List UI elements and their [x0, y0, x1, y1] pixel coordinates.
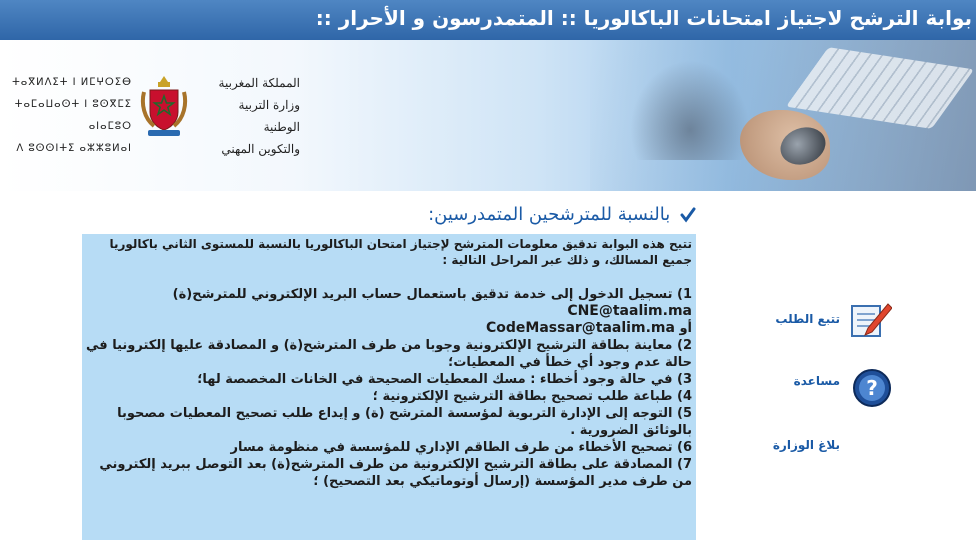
step-1-or: أو	[679, 321, 692, 336]
ministry-line-2: وزارة التربية الوطنية	[238, 98, 300, 134]
email-codemassar: CodeMassar@taalim.ma	[485, 320, 675, 336]
step-1	[86, 286, 692, 337]
svg-text:?: ?	[866, 376, 878, 400]
step-3: 3) في حالة وجود أخطاء : مسك المعطيات الصحيحة في الخانات المخصصة لها؛	[197, 372, 692, 387]
royal-emblem-icon	[140, 72, 188, 140]
page-title-bar	[0, 0, 976, 40]
step-4: 4) طباعة طلب تصحيح بطاقة الترشيح الإلكترونية ؛	[372, 389, 692, 404]
ministry-line-3: والتكوين المهني	[221, 142, 300, 156]
ministry-line-1: المملكة المغربية	[218, 76, 300, 90]
page-title: بوابة الترشح لاجتياز امتحانات الباكالوريا :: المتمدرسون و الأحرار ::	[315, 6, 972, 30]
ministry-notice-link[interactable]: بلاغ الوزارة	[772, 438, 840, 452]
form-pen-icon[interactable]	[848, 300, 892, 340]
banner-photo	[590, 40, 976, 191]
section-title: بالنسبة للمترشحين المتمدرسين:	[428, 204, 671, 225]
step-1-text: 1) تسجيل الدخول إلى خدمة تدقيق باستعمال حساب البريد الإلكتروني للمترشح(ة)	[172, 287, 692, 302]
tifinagh-line-2: ⵜⴰⵎⴰⵡⴰⵙⵜ ⵏ ⵓⵙⴳⵎⵉ ⴰⵏⴰⵎⵓⵔ	[14, 99, 132, 132]
step-2: 2) معاينة بطاقة الترشيح الإلكترونية وجوبا من طرف المترشح(ة) و المصادقة عليها إلكترونيا في حالة عدم وجود أي خطأ في المعطيات؛	[86, 338, 692, 370]
tifinagh-line-3: ⴷ ⵓⵙⵙⵏⵜⵉ ⴰⵣⵣⵓⵍⴰⵏ	[16, 143, 132, 154]
help-question-icon[interactable]	[852, 368, 892, 408]
keyboard-image	[786, 47, 974, 129]
track-request-link[interactable]: تتبع الطلب	[775, 312, 840, 326]
step-7: 7) المصادقة على بطاقة الترشيح الإلكترونية من طرف المترشح(ة) بعد التوصل ببريد إلكتروني من طرف مدير المؤسسة (إرسال أوتوماتيكي بعد التصحيح) ؛	[99, 457, 692, 489]
tifinagh-line-1: ⵜⴰⴳⵍⴷⵉⵜ ⵏ ⵍⵎⵖⵔⵉⴱ	[12, 77, 132, 88]
email-cne: CNE@taalim.ma	[567, 303, 692, 319]
students-image	[630, 60, 750, 160]
step-6: 6) تصحيح الأخطاء من طرف الطاقم الإداري للمؤسسة في منظومة مسار	[230, 440, 692, 455]
step-5: 5) التوجه إلى الإدارة التربوية لمؤسسة المترشح (ة) و إيداع طلب تصحيح المعطيات مصحوبا بالوثائق الضرورية .	[117, 406, 692, 438]
ministry-name-arabic	[200, 72, 300, 160]
intro-text: تتيح هذه البوابة تدقيق معلومات المترشح لإجتياز امتحان الباكالوريا بالنسبة للمستوى الثاني باكالوريا جميع المسالك، و ذلك عبر المراحل التالية :	[109, 237, 692, 267]
check-icon	[680, 207, 696, 223]
section-heading	[380, 204, 696, 225]
instructions-panel	[82, 234, 696, 540]
ministry-name-tifinagh	[4, 72, 132, 160]
help-link[interactable]: مساعدة	[793, 374, 840, 388]
